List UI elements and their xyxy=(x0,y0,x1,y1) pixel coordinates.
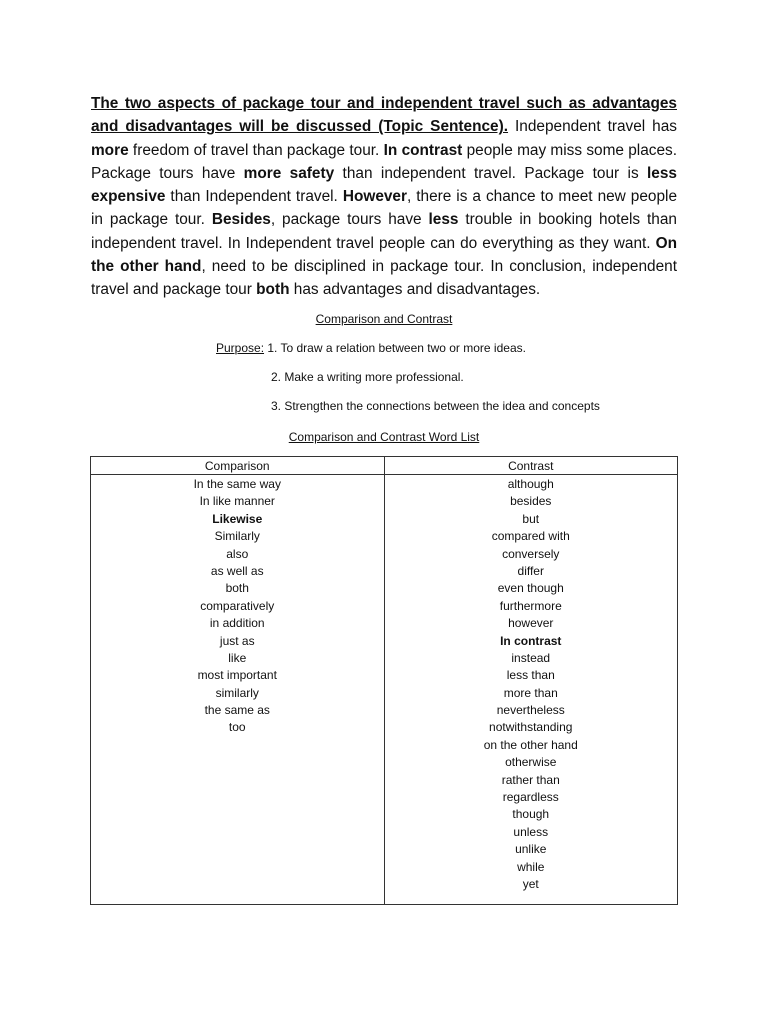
contrast-word: nevertheless xyxy=(496,703,565,718)
contrast-word: even though xyxy=(497,581,564,596)
contrast-column-header: Contrast xyxy=(384,457,678,475)
comparison-column xyxy=(91,475,385,905)
contrast-word: unlike xyxy=(515,842,547,857)
topic-sentence: The two aspects of package tour and independent travel such as advantages and disadvantages will be discussed (Topic Sentence). xyxy=(91,95,677,136)
comparison-word: comparatively xyxy=(200,598,275,613)
text-run: , package tours have xyxy=(270,211,429,229)
word-list-table xyxy=(90,456,678,905)
contrast-word: yet xyxy=(522,876,539,891)
section-heading: Comparison and Contrast xyxy=(315,312,453,326)
contrast-word: more than xyxy=(503,685,558,700)
comparison-word: both xyxy=(225,581,249,596)
table-header-row xyxy=(91,457,678,475)
contrast-word: instead xyxy=(511,650,551,665)
comparison-word: just as xyxy=(219,633,255,648)
purpose-label: Purpose: xyxy=(216,341,265,355)
comparison-word: the same as xyxy=(204,703,270,718)
contrast-word: though xyxy=(512,807,550,822)
bold-term: In contrast xyxy=(383,141,463,159)
bold-term: On the other hand xyxy=(91,234,677,276)
bold-term: less xyxy=(428,211,459,229)
contrast-column xyxy=(384,475,678,905)
contrast-word: although xyxy=(507,477,554,491)
contrast-word: In contrast xyxy=(500,633,562,648)
comparison-word: also xyxy=(226,546,249,561)
contrast-word: but xyxy=(522,511,540,526)
text-run: people may miss some places. Package tours have xyxy=(91,141,678,182)
comparison-word: too xyxy=(228,720,246,735)
bold-term: both xyxy=(256,281,290,299)
contrast-word: differ xyxy=(517,563,544,578)
bold-term: less expensive xyxy=(91,164,677,206)
comparison-word: like xyxy=(228,650,247,665)
contrast-word: besides xyxy=(510,494,552,509)
text-run: , need to be disciplined in package tour. In conclusion, independent travel and package tour xyxy=(91,258,677,299)
purpose-line-1 xyxy=(216,341,526,355)
text-run: has advantages and disadvantages. xyxy=(289,281,541,299)
contrast-word: on the other hand xyxy=(483,737,578,752)
text-run: Independent travel has xyxy=(508,118,677,136)
comparison-word: in addition xyxy=(209,616,265,631)
comparison-word: similarly xyxy=(215,685,259,700)
bold-term: However xyxy=(342,188,407,206)
contrast-word: regardless xyxy=(502,790,559,805)
purpose-item-2: 2. Make a writing more professional. xyxy=(271,370,464,384)
bold-term: Besides xyxy=(211,211,271,229)
comparison-word: In like manner xyxy=(199,494,275,509)
contrast-word: however xyxy=(508,616,554,631)
contrast-word: furthermore xyxy=(499,598,562,613)
comparison-word: most important xyxy=(197,668,277,683)
contrast-word: otherwise xyxy=(505,755,557,770)
body-paragraph xyxy=(91,92,677,302)
contrast-word: conversely xyxy=(502,546,560,561)
comparison-word: In the same way xyxy=(193,477,281,491)
purpose-item-3: 3. Strengthen the connections between the idea and concepts xyxy=(271,399,600,413)
comparison-column-header: Comparison xyxy=(91,457,385,475)
comparison-word: Likewise xyxy=(212,511,263,526)
table-body-row xyxy=(91,475,678,905)
text-run: than independent travel. Package tour is xyxy=(334,164,648,182)
contrast-word: compared with xyxy=(491,529,570,544)
contrast-word: while xyxy=(517,859,545,874)
bold-term: more xyxy=(91,141,129,159)
contrast-word: notwithstanding xyxy=(489,720,573,735)
text-run: than Independent travel. xyxy=(165,188,343,206)
text-run: , there is a chance to meet new people in package tour. xyxy=(91,188,677,229)
comparison-word: Similarly xyxy=(214,529,260,544)
contrast-word: unless xyxy=(513,824,549,839)
comparison-word: as well as xyxy=(210,563,264,578)
purpose-item-1: 1. To draw a relation between two or more ideas. xyxy=(264,341,526,355)
text-run: freedom of travel than package tour. xyxy=(128,141,384,159)
bold-term: more safety xyxy=(243,164,335,182)
contrast-word: rather than xyxy=(501,772,560,787)
word-list-title: Comparison and Contrast Word List xyxy=(288,430,480,444)
text-run: trouble in booking hotels than independent travel. In Independent travel people can do everything as they want. xyxy=(91,211,677,252)
contrast-word: less than xyxy=(506,668,555,683)
